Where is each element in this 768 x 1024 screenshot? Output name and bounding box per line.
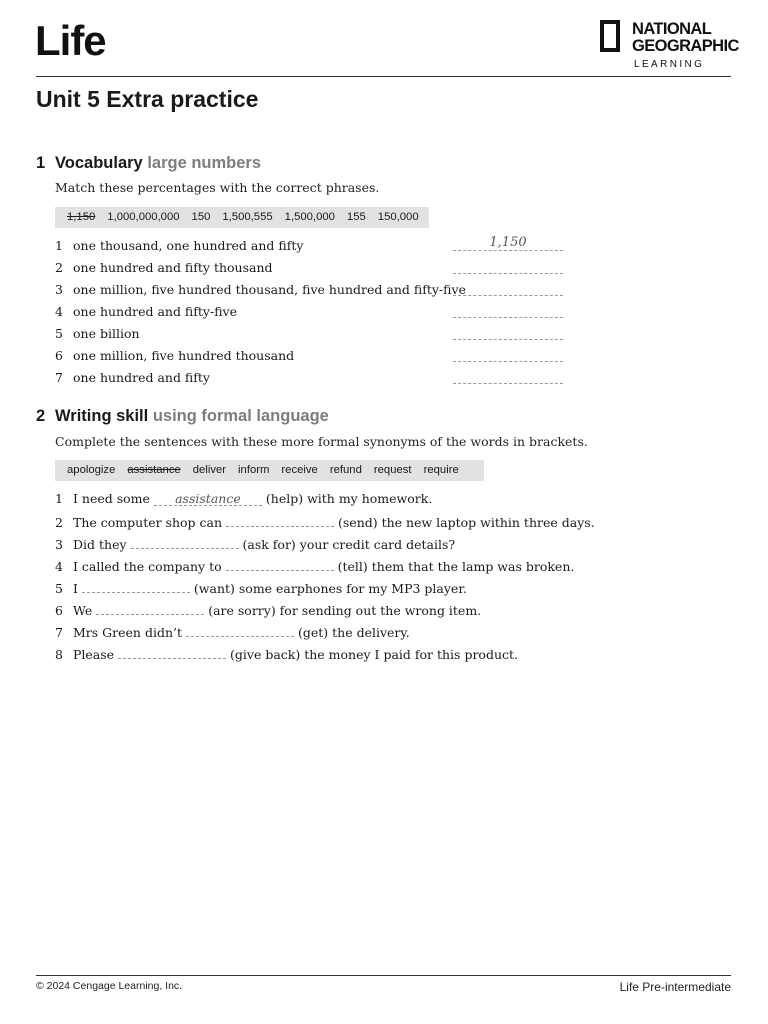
word-box-item: receive	[281, 464, 318, 476]
word-box-item: refund	[329, 464, 362, 476]
answer-field[interactable]	[453, 281, 563, 296]
publisher-line-2: GEOGRAPHIC	[632, 37, 739, 55]
list-item: 7 one hundred and fifty	[55, 370, 210, 385]
word-box-item: 1,150	[67, 211, 96, 223]
list-item: 6 one million, five hundred thousand	[55, 348, 295, 363]
sentence-item: 3 Did they (ask for) your credit card details?	[55, 537, 456, 552]
answer-field[interactable]	[453, 347, 563, 362]
word-box-item: 1,500,000	[284, 211, 335, 223]
word-box-item: deliver	[192, 464, 227, 476]
answer-field[interactable]	[453, 369, 563, 384]
word-box-item: apologize	[67, 464, 116, 476]
page-title: Unit 5 Extra practice	[36, 86, 259, 112]
word-box-item: 1,500,555	[222, 211, 273, 223]
section-name: Vocabulary	[55, 154, 143, 172]
word-box-item: 155	[346, 211, 366, 223]
footer-divider	[36, 975, 731, 976]
life-logo: Life	[35, 17, 106, 64]
word-box-1	[55, 207, 429, 228]
publisher-line-3: LEARNING	[634, 59, 705, 70]
section-1-heading	[36, 154, 261, 173]
list-item: 3 one million, five hundred thousand, five hundred and fifty-five	[55, 282, 466, 297]
sentence-item: 6 We (are sorry) for sending out the wrong item.	[55, 603, 482, 618]
answer-field[interactable]	[453, 259, 563, 274]
list-item: 1 one thousand, one hundred and fifty	[55, 238, 304, 253]
word-box-item: 1,000,000,000	[107, 211, 180, 223]
copyright: © 2024 Cengage Learning, Inc.	[36, 980, 183, 992]
answer-blank[interactable]	[96, 601, 204, 615]
answer-blank[interactable]	[226, 513, 334, 527]
publisher-line-1: NATIONAL	[632, 20, 712, 38]
list-item: 5 one billion	[55, 326, 140, 341]
header-divider	[36, 76, 731, 77]
sentence-item: 8 Please (give back) the money I paid for this product.	[55, 647, 518, 662]
sentence-item: 1 I need some assistance (help) with my homework.	[55, 491, 433, 506]
section-number: 1	[36, 154, 46, 172]
answer-blank[interactable]	[82, 579, 190, 593]
answer-field[interactable]	[453, 325, 563, 340]
section-name: Writing skill	[55, 407, 149, 425]
answer-blank[interactable]: assistance	[154, 492, 262, 506]
book-title: Life Pre-intermediate	[619, 980, 731, 994]
sentence-item: 2 The computer shop can (send) the new laptop within three days.	[55, 515, 595, 530]
list-item: 2 one hundred and fifty thousand	[55, 260, 273, 275]
word-box-item: request	[373, 464, 412, 476]
word-box-item: assistance	[127, 464, 181, 476]
word-box-item: inform	[238, 464, 270, 476]
section-2-heading	[36, 407, 329, 426]
word-box-item: 150,000	[377, 211, 419, 223]
national-geographic-learning-logo	[600, 20, 739, 72]
word-box-2	[55, 460, 484, 481]
section-subtitle: using formal language	[152, 407, 329, 425]
list-item: 4 one hundred and fifty-five	[55, 304, 237, 319]
section-subtitle: large numbers	[147, 154, 262, 172]
sentence-item: 7 Mrs Green didn’t (get) the delivery.	[55, 625, 410, 640]
yellow-border-icon	[600, 20, 620, 52]
answer-blank[interactable]	[131, 535, 239, 549]
sentence-item: 4 I called the company to (tell) them that the lamp was broken.	[55, 559, 575, 574]
sentence-item: 5 I (want) some earphones for my MP3 player.	[55, 581, 467, 596]
answer-field[interactable]	[453, 303, 563, 318]
word-box-item: require	[423, 464, 459, 476]
section-2-instruction: Complete the sentences with these more formal synonyms of the words in brackets.	[55, 434, 588, 449]
answer-blank[interactable]	[226, 557, 334, 571]
answer-blank[interactable]	[186, 623, 294, 637]
section-number: 2	[36, 407, 46, 425]
answer-blank[interactable]	[118, 645, 226, 659]
word-box-item: 150	[191, 211, 211, 223]
answer-field[interactable]: 1,150	[453, 236, 563, 251]
section-1-instruction: Match these percentages with the correct phrases.	[55, 180, 380, 195]
